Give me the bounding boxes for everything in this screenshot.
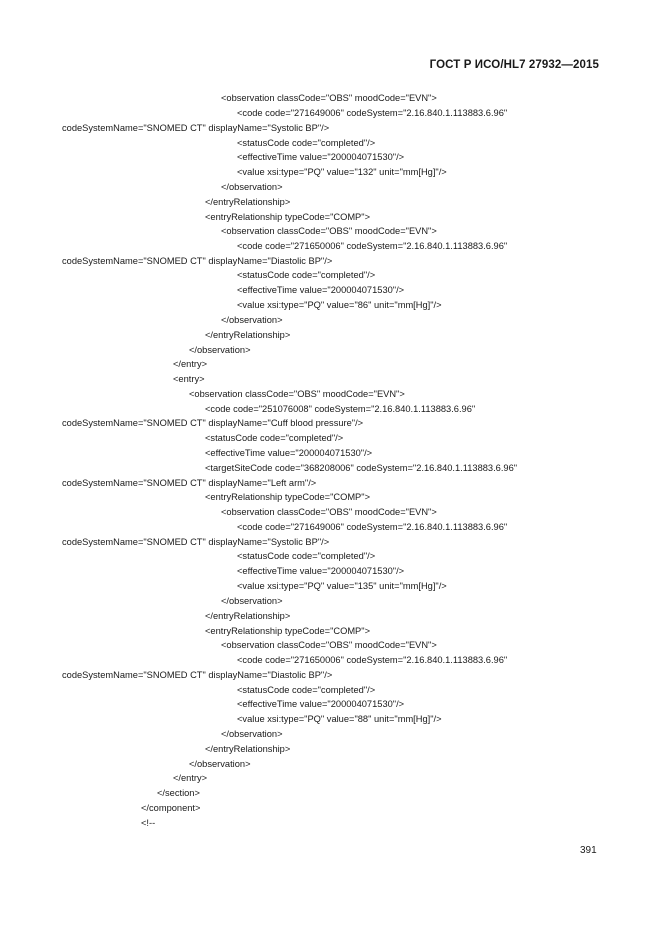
- code-line: </observation>: [221, 729, 283, 739]
- code-line: <statusCode code="completed"/>: [237, 138, 376, 148]
- code-line: </section>: [157, 788, 200, 798]
- code-line: </component>: [141, 803, 201, 813]
- code-line: </observation>: [189, 759, 251, 769]
- code-line: <effectiveTime value="200004071530"/>: [237, 566, 405, 576]
- code-line: <effectiveTime value="200004071530"/>: [205, 448, 373, 458]
- code-line: <value xsi:type="PQ" value="88" unit="mm[Hg]"/>: [237, 714, 442, 724]
- code-line: <statusCode code="completed"/>: [237, 551, 376, 561]
- code-line: <observation classCode="OBS" moodCode="EVN">: [221, 640, 437, 650]
- code-line: codeSystemName="SNOMED CT" displayName="Diastolic BP"/>: [62, 670, 333, 680]
- code-line: <entryRelationship typeCode="COMP">: [205, 492, 370, 502]
- code-line: </observation>: [221, 182, 283, 192]
- code-line: </entryRelationship>: [205, 744, 291, 754]
- code-line: </observation>: [221, 315, 283, 325]
- code-line: </entryRelationship>: [205, 330, 291, 340]
- code-line: <entryRelationship typeCode="COMP">: [205, 212, 370, 222]
- code-line: <entryRelationship typeCode="COMP">: [205, 626, 370, 636]
- code-line: <code code="271650006" codeSystem="2.16.840.1.113883.6.96": [237, 655, 508, 665]
- code-line: <statusCode code="completed"/>: [205, 433, 344, 443]
- code-line: </entryRelationship>: [205, 611, 291, 621]
- code-line: <observation classCode="OBS" moodCode="EVN">: [221, 226, 437, 236]
- code-line: <effectiveTime value="200004071530"/>: [237, 699, 405, 709]
- code-line: <code code="271649006" codeSystem="2.16.840.1.113883.6.96": [237, 522, 508, 532]
- page-number: 391: [580, 845, 597, 856]
- code-line: codeSystemName="SNOMED CT" displayName="Cuff blood pressure"/>: [62, 418, 364, 428]
- code-line: <effectiveTime value="200004071530"/>: [237, 152, 405, 162]
- code-line: codeSystemName="SNOMED CT" displayName="Left arm"/>: [62, 478, 317, 488]
- code-line: <!--: [141, 818, 156, 828]
- code-line: <code code="251076008" codeSystem="2.16.840.1.113883.6.96": [205, 404, 476, 414]
- code-line: <effectiveTime value="200004071530"/>: [237, 285, 405, 295]
- code-line: <code code="271650006" codeSystem="2.16.840.1.113883.6.96": [237, 241, 508, 251]
- code-line: <observation classCode="OBS" moodCode="EVN">: [221, 93, 437, 103]
- code-line: </entry>: [173, 359, 208, 369]
- code-line: <statusCode code="completed"/>: [237, 270, 376, 280]
- code-line: codeSystemName="SNOMED CT" displayName="Diastolic BP"/>: [62, 256, 333, 266]
- code-line: </entry>: [173, 773, 208, 783]
- code-line: <observation classCode="OBS" moodCode="EVN">: [189, 389, 405, 399]
- code-line: </entryRelationship>: [205, 197, 291, 207]
- code-line: <value xsi:type="PQ" value="86" unit="mm[Hg]"/>: [237, 300, 442, 310]
- code-line: </observation>: [221, 596, 283, 606]
- document-header: ГОСТ Р ИСО/HL7 27932—2015: [429, 59, 599, 71]
- code-line: </observation>: [189, 345, 251, 355]
- code-line: <statusCode code="completed"/>: [237, 685, 376, 695]
- code-line: <targetSiteCode code="368208006" codeSystem="2.16.840.1.113883.6.96": [205, 463, 518, 473]
- code-line: <entry>: [173, 374, 205, 384]
- code-line: <observation classCode="OBS" moodCode="EVN">: [221, 507, 437, 517]
- code-line: codeSystemName="SNOMED CT" displayName="Systolic BP"/>: [62, 537, 330, 547]
- code-line: <code code="271649006" codeSystem="2.16.840.1.113883.6.96": [237, 108, 508, 118]
- code-line: <value xsi:type="PQ" value="135" unit="mm[Hg]"/>: [237, 581, 447, 591]
- code-line: codeSystemName="SNOMED CT" displayName="Systolic BP"/>: [62, 123, 330, 133]
- code-line: <value xsi:type="PQ" value="132" unit="mm[Hg]"/>: [237, 167, 447, 177]
